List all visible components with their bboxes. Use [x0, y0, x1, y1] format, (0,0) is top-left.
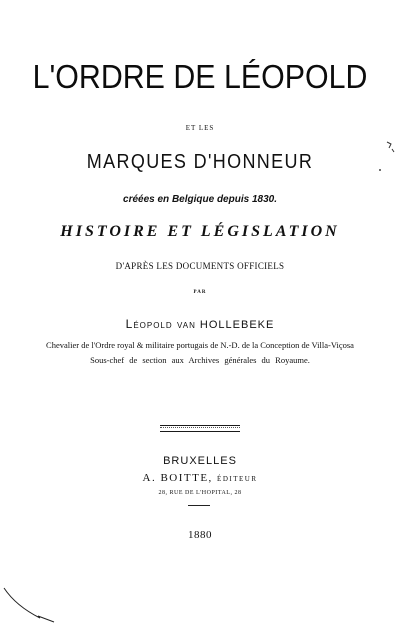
- author-surname: HOLLEBEKE: [199, 319, 275, 331]
- publisher-role: éditeur: [217, 473, 258, 484]
- imprint-city: BRUXELLES: [163, 455, 237, 467]
- sources-line: D'APRÈS LES DOCUMENTS OFFICIELS: [115, 261, 285, 271]
- created-line: créées en Belgique depuis 1830.: [123, 194, 277, 205]
- section-heading: HISTOIRE ET LÉGISLATION: [60, 223, 340, 240]
- subtitle: MARQUES D'HONNEUR: [86, 151, 314, 173]
- author-prefix: Léopold van: [125, 317, 196, 331]
- author-name: [0, 318, 400, 331]
- imprint-year: 1880: [188, 529, 212, 541]
- scan-corner-mark: [2, 586, 62, 626]
- scan-speck: [385, 140, 397, 154]
- by-word: PAR: [193, 290, 207, 295]
- ornamental-divider: [160, 425, 240, 432]
- author-credential-2: Sous-chef de section aux Archives générales du Royaume.: [90, 355, 310, 365]
- author-credential-1: Chevalier de l'Ordre royal & militaire portugais de N.-D. de la Conception de Villa-Viçosa: [46, 340, 354, 350]
- imprint-publisher: [0, 473, 400, 484]
- scan-dot: [378, 168, 382, 172]
- main-title: L'ORDRE DE LÉOPOLD: [32, 58, 368, 95]
- title-connector: ET LES: [185, 124, 215, 132]
- publisher-name: A. BOITTE,: [142, 472, 213, 484]
- imprint-address: 28, RUE DE L'HOPITAL, 28: [158, 490, 242, 496]
- short-rule: [188, 505, 210, 506]
